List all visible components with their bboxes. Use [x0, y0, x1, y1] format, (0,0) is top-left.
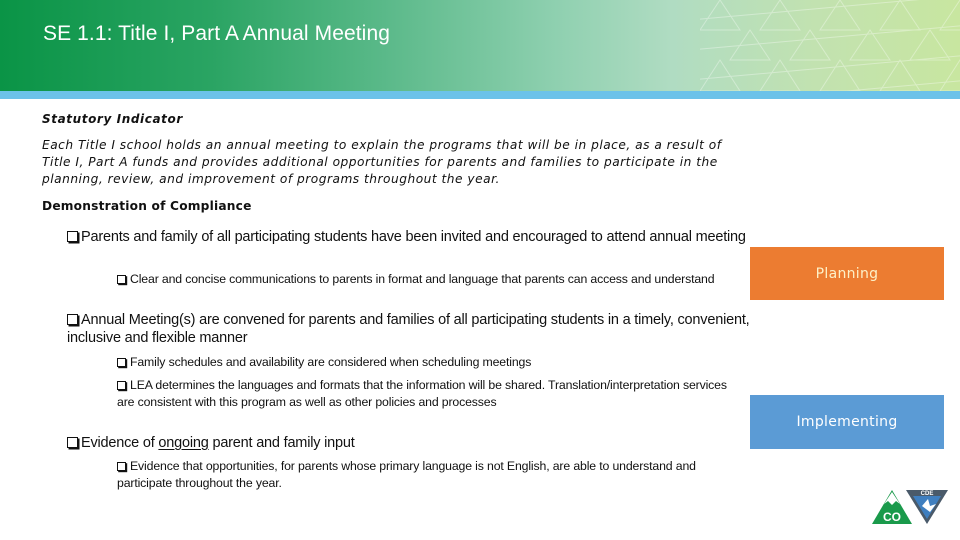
planning-label-text: Planning [815, 265, 879, 282]
checklist-subitem [117, 354, 737, 371]
checkbox-icon[interactable] [117, 358, 126, 367]
checklist-subitem-text: Family schedules and availability are considered when scheduling meetings [130, 355, 532, 369]
checkbox-icon[interactable] [117, 462, 126, 471]
checklist-subitem-text: Clear and concise communications to parents in format and language that parents can access and understand [130, 272, 715, 286]
checklist-item [67, 434, 747, 452]
checkbox-icon[interactable] [67, 437, 78, 448]
checklist-subitem [117, 377, 737, 411]
demonstration-heading: Demonstration of Compliance [42, 199, 252, 213]
checklist-item-text: Annual Meeting(s) are convened for parents and families of all participating students in a timely, convenient, inclusive and flexible manner [67, 312, 750, 346]
checkbox-icon[interactable] [67, 231, 78, 242]
cde-colorado-logo [870, 484, 950, 526]
checklist-subitem-text: Evidence that opportunities, for parents whose primary language is not English, are able to understand and participate throughout the year. [117, 459, 696, 490]
checklist-item-text: parent and family input [208, 435, 355, 451]
slide-title: SE 1.1: Title I, Part A Annual Meeting [43, 22, 391, 45]
cde-shield-icon [906, 490, 948, 524]
checklist-item-text: Evidence of [81, 435, 159, 451]
planning-phase-label [750, 247, 944, 300]
slide-header [0, 0, 960, 91]
header-accent-strip [0, 91, 960, 99]
checklist-subitem [117, 271, 737, 288]
checklist-item-text: Parents and family of all participating students have been invited and encouraged to attend annual meeting [81, 229, 746, 245]
statutory-heading: Statutory Indicator [42, 112, 183, 126]
checklist-item [67, 311, 757, 347]
checklist-item [67, 228, 747, 246]
colorado-triangle-icon [872, 490, 912, 524]
checkbox-icon[interactable] [117, 381, 126, 390]
implementing-label-text: Implementing [796, 414, 898, 430]
checkbox-icon[interactable] [67, 314, 78, 325]
triangle-pattern-decoration [700, 0, 960, 91]
implementing-phase-label [750, 395, 944, 449]
statutory-section [42, 112, 742, 213]
checklist-subitem-text: LEA determines the languages and formats that the information will be shared. Translation/interpretation services are consistent with this program as well as other policies and processes [117, 378, 727, 409]
svg-text:CO: CO [883, 510, 901, 524]
emphasis-ongoing: ongoing [158, 435, 209, 451]
svg-text:CDE: CDE [920, 491, 934, 497]
statutory-body: Each Title I school holds an annual meeting to explain the programs that will be in place, as a result of Title I, Part A funds and provides additional opportunities for parents and families to participate in the planning, review, and improvement of programs throughout the year. [42, 138, 722, 186]
checkbox-icon[interactable] [117, 275, 126, 284]
checklist-subitem [117, 458, 737, 492]
